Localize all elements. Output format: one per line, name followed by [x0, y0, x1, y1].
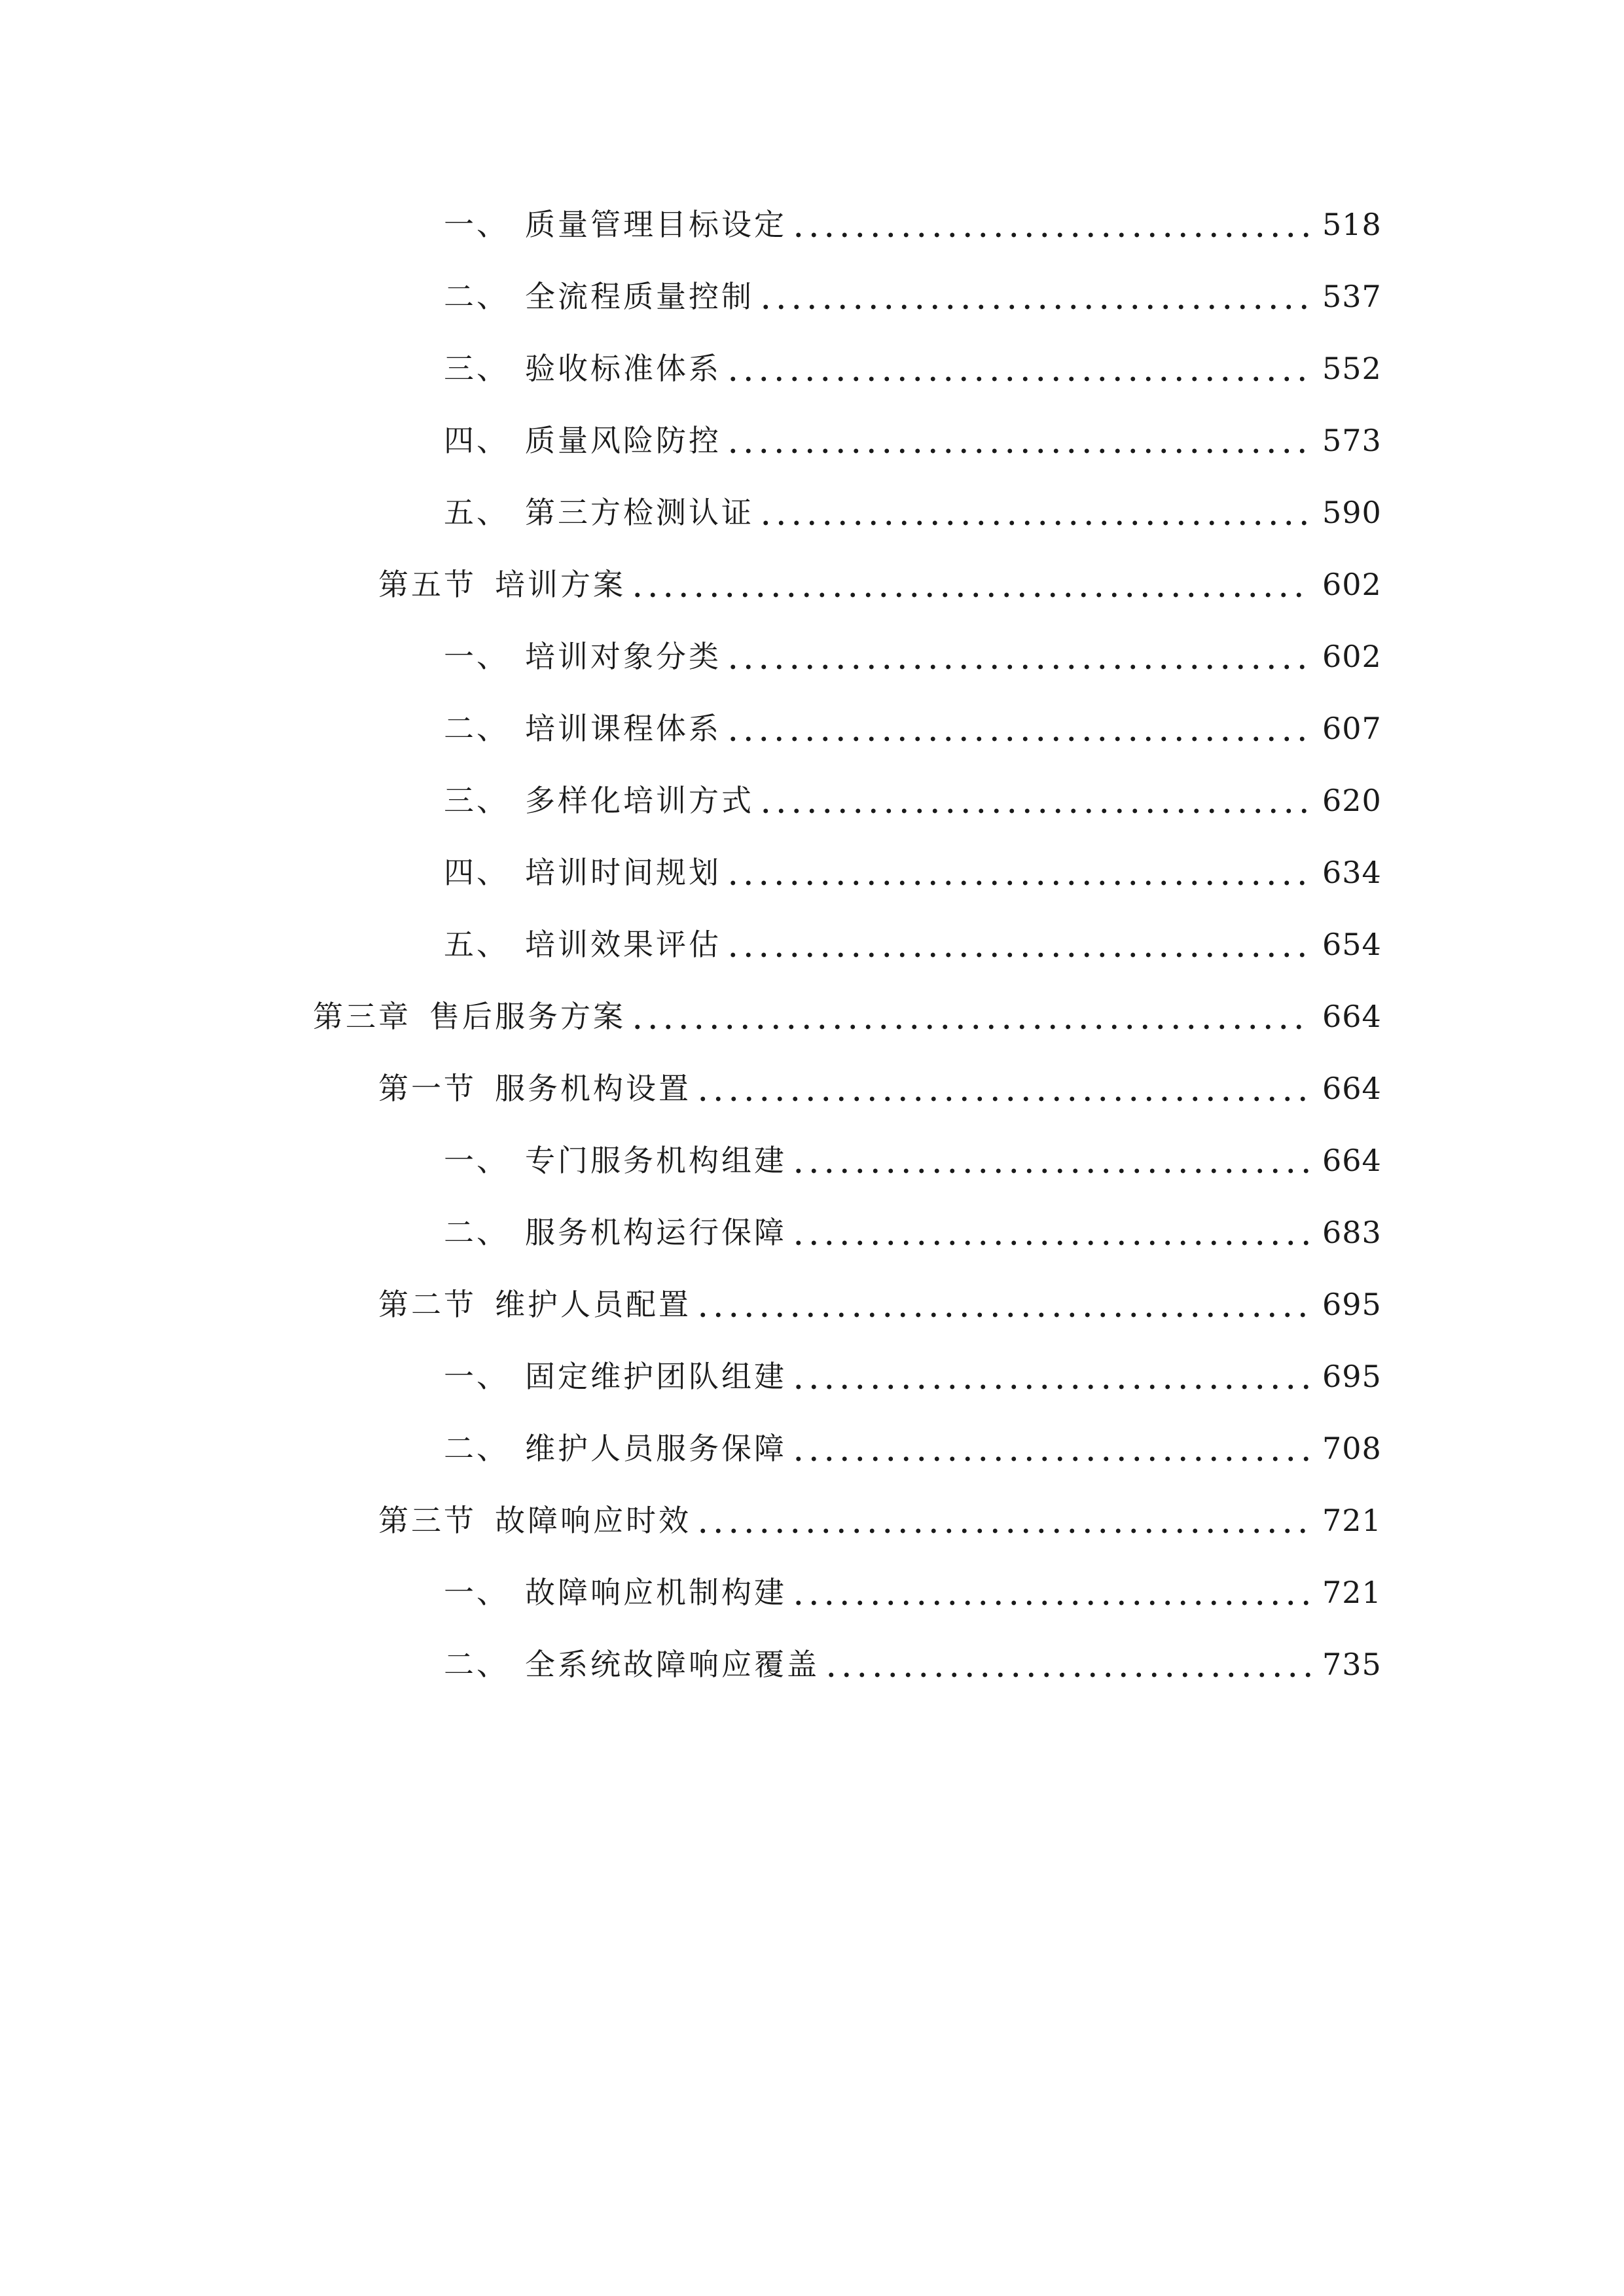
toc-entry[interactable]	[0, 1124, 1624, 1196]
dot-leader	[791, 1577, 1310, 1607]
toc-entry-page-number: 664	[1322, 1071, 1382, 1106]
toc-entry[interactable]	[0, 1268, 1624, 1340]
dot-leader	[630, 1001, 1310, 1031]
toc-entry-title: 第三方检测认证	[525, 495, 754, 530]
toc-entry-title: 全系统故障响应覆盖	[525, 1647, 820, 1682]
toc-entry-page-number: 518	[1322, 207, 1382, 242]
toc-entry-title: 质量管理目标设定	[525, 207, 787, 242]
toc-entry-marker: 二、	[444, 1431, 509, 1466]
toc-entry-title: 故障响应时效	[495, 1503, 691, 1538]
toc-entry-title: 故障响应机制构建	[525, 1575, 787, 1610]
dot-leader	[725, 425, 1310, 456]
dot-leader	[695, 1289, 1310, 1319]
dot-leader	[630, 569, 1310, 600]
toc-entry-page-number: 634	[1322, 855, 1382, 890]
toc-entry-page-number: 573	[1322, 423, 1382, 458]
toc-entry-page-number: 602	[1322, 639, 1382, 674]
toc-entry-page-number: 721	[1322, 1503, 1382, 1538]
dot-leader	[725, 713, 1310, 744]
toc-entry-title: 培训课程体系	[525, 711, 721, 746]
toc-entry[interactable]	[0, 188, 1624, 260]
dot-leader	[725, 641, 1310, 672]
toc-entry-page-number: 537	[1322, 279, 1382, 314]
toc-entry-page-number: 664	[1322, 999, 1382, 1034]
toc-entry-page-number: 735	[1322, 1647, 1382, 1682]
toc-entry-marker: 第三章	[313, 999, 411, 1034]
toc-entry[interactable]	[0, 1196, 1624, 1268]
toc-entry[interactable]	[0, 476, 1624, 548]
dot-leader	[791, 1433, 1310, 1463]
toc-entry[interactable]	[0, 1556, 1624, 1628]
toc-entry-title: 维护人员服务保障	[525, 1431, 787, 1466]
toc-entry-title: 培训方案	[495, 567, 626, 602]
toc-entry[interactable]	[0, 1628, 1624, 1700]
toc-entry-marker: 五、	[444, 927, 509, 962]
dot-leader	[791, 1145, 1310, 1175]
toc-entry-marker: 一、	[444, 1359, 509, 1394]
toc-entry[interactable]	[0, 692, 1624, 764]
toc-entry-marker: 二、	[444, 279, 509, 314]
dot-leader	[791, 209, 1310, 240]
toc-entry[interactable]	[0, 332, 1624, 404]
toc-entry-marker: 第二节	[378, 1287, 477, 1322]
toc-entry-title: 培训时间规划	[525, 855, 721, 890]
toc-entry-title: 多样化培训方式	[525, 783, 754, 818]
dot-leader	[725, 929, 1310, 960]
toc-entry-page-number: 695	[1322, 1359, 1382, 1394]
table-of-contents	[0, 188, 1624, 1700]
dot-leader	[695, 1073, 1310, 1103]
toc-entry[interactable]	[0, 620, 1624, 692]
toc-entry-page-number: 708	[1322, 1431, 1382, 1466]
toc-entry[interactable]	[0, 1484, 1624, 1556]
toc-entry[interactable]	[0, 1340, 1624, 1412]
toc-entry-title: 维护人员配置	[495, 1287, 691, 1322]
toc-entry-marker: 一、	[444, 639, 509, 674]
toc-entry[interactable]	[0, 836, 1624, 908]
toc-entry[interactable]	[0, 980, 1624, 1052]
toc-entry[interactable]	[0, 908, 1624, 980]
toc-entry-page-number: 683	[1322, 1215, 1382, 1250]
toc-entry-title: 质量风险防控	[525, 423, 721, 458]
toc-entry-marker: 一、	[444, 207, 509, 242]
toc-entry-title: 全流程质量控制	[525, 279, 754, 314]
toc-entry-marker: 第五节	[378, 567, 477, 602]
dot-leader	[695, 1505, 1310, 1535]
toc-entry[interactable]	[0, 764, 1624, 836]
toc-entry-title: 服务机构运行保障	[525, 1215, 787, 1250]
toc-entry-title: 培训对象分类	[525, 639, 721, 674]
toc-entry-page-number: 552	[1322, 351, 1382, 386]
toc-entry-marker: 三、	[444, 351, 509, 386]
toc-entry-marker: 四、	[444, 423, 509, 458]
toc-entry-title: 售后服务方案	[429, 999, 626, 1034]
toc-entry-title: 固定维护团队组建	[525, 1359, 787, 1394]
toc-entry-page-number: 721	[1322, 1575, 1382, 1610]
toc-entry-page-number: 654	[1322, 927, 1382, 962]
dot-leader	[758, 281, 1310, 312]
toc-entry-marker: 一、	[444, 1143, 509, 1178]
toc-entry-marker: 第三节	[378, 1503, 477, 1538]
dot-leader	[725, 353, 1310, 384]
toc-entry-page-number: 602	[1322, 567, 1382, 602]
toc-entry[interactable]	[0, 404, 1624, 476]
toc-entry-marker: 二、	[444, 1215, 509, 1250]
toc-entry-page-number: 620	[1322, 783, 1382, 818]
toc-entry[interactable]	[0, 548, 1624, 620]
toc-entry-title: 培训效果评估	[525, 927, 721, 962]
dot-leader	[791, 1217, 1310, 1247]
toc-entry-marker: 五、	[444, 495, 509, 530]
toc-entry-page-number: 607	[1322, 711, 1382, 746]
toc-entry-marker: 二、	[444, 711, 509, 746]
dot-leader	[725, 857, 1310, 888]
toc-entry-title: 验收标准体系	[525, 351, 721, 386]
toc-entry-page-number: 590	[1322, 495, 1382, 530]
toc-entry[interactable]	[0, 260, 1624, 332]
toc-entry-marker: 一、	[444, 1575, 509, 1610]
toc-entry-page-number: 695	[1322, 1287, 1382, 1322]
dot-leader	[758, 785, 1310, 816]
dot-leader	[823, 1649, 1310, 1679]
toc-entry[interactable]	[0, 1052, 1624, 1124]
toc-entry-page-number: 664	[1322, 1143, 1382, 1178]
toc-entry-title: 专门服务机构组建	[525, 1143, 787, 1178]
toc-entry-title: 服务机构设置	[495, 1071, 691, 1106]
dot-leader	[758, 497, 1310, 528]
toc-entry[interactable]	[0, 1412, 1624, 1484]
toc-entry-marker: 四、	[444, 855, 509, 890]
dot-leader	[791, 1361, 1310, 1391]
toc-entry-marker: 三、	[444, 783, 509, 818]
toc-entry-marker: 第一节	[378, 1071, 477, 1106]
toc-entry-marker: 二、	[444, 1647, 509, 1682]
